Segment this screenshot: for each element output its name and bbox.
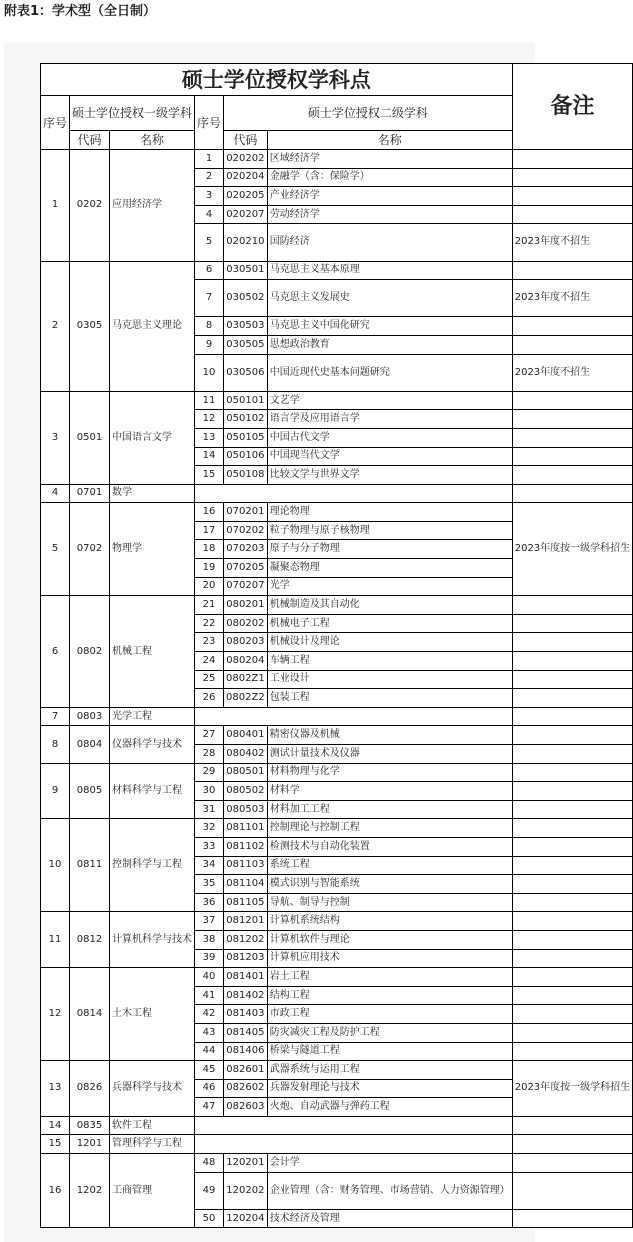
remark-cell: [512, 1116, 632, 1135]
first-level-name: 材料科学与工程: [110, 763, 195, 819]
first-level-code: 0803: [70, 707, 110, 726]
first-level-code: 0501: [70, 391, 110, 484]
first-level-name: 土木工程: [110, 968, 195, 1061]
remark-cell: [512, 466, 632, 485]
second-level-code: 120204: [224, 1209, 268, 1228]
remark-cell: [512, 428, 632, 447]
second-level-seq: 37: [195, 912, 224, 931]
second-level-code: 020207: [224, 205, 268, 224]
second-level-code: 080503: [224, 800, 268, 819]
second-level-seq: 3: [195, 187, 224, 206]
remark-cell: [512, 652, 632, 671]
second-level-name: 马克思主义基本原理: [267, 261, 512, 280]
remark-cell: [512, 1042, 632, 1061]
table-caption: 附表1：学术型（全日制）: [0, 0, 535, 24]
second-level-header: 硕士学位授权二级学科: [224, 96, 513, 131]
second-level-seq: 27: [195, 726, 224, 745]
second-level-seq: 15: [195, 466, 224, 485]
second-level-name: 光学: [267, 577, 512, 596]
second-level-code: 081202: [224, 930, 268, 949]
first-level-seq: 3: [41, 391, 70, 484]
first-level-code: 0805: [70, 763, 110, 819]
second-level-code: 081203: [224, 949, 268, 968]
remark-cell: [512, 317, 632, 336]
second-level-code: 030505: [224, 335, 268, 354]
first-level-code: 1201: [70, 1135, 110, 1154]
remark-cell: [512, 726, 632, 745]
second-level-code: 070207: [224, 577, 268, 596]
second-level-code: 020202: [224, 150, 268, 169]
second-level-seq: 12: [195, 410, 224, 429]
second-level-seq: 49: [195, 1172, 224, 1209]
second-level-name: 测试计量技术及仪器: [267, 745, 512, 764]
second-level-code: 030502: [224, 280, 268, 317]
remark-cell: [512, 745, 632, 764]
second-level-name: 检测技术与自动化装置: [267, 837, 512, 856]
second-level-seq: 40: [195, 968, 224, 987]
second-level-seq: 22: [195, 614, 224, 633]
second-level-code: 050106: [224, 447, 268, 466]
first-level-code: 0826: [70, 1061, 110, 1117]
second-level-name: 金融学（含：保险学）: [267, 168, 512, 187]
remark-cell: [512, 782, 632, 801]
second-level-seq: 17: [195, 521, 224, 540]
table-row: [41, 763, 633, 782]
first-level-code: 0835: [70, 1116, 110, 1135]
second-level-code: 020205: [224, 187, 268, 206]
second-level-code: 080501: [224, 763, 268, 782]
second-level-name: 精密仪器及机械: [267, 726, 512, 745]
second-level-name: 模式识别与智能系统: [267, 875, 512, 894]
second-level-code: 081102: [224, 837, 268, 856]
second-level-name: 机械制造及其自动化: [267, 596, 512, 615]
second-level-code: 020204: [224, 168, 268, 187]
first-level-name: 数学: [110, 484, 195, 503]
remark-cell: [512, 670, 632, 689]
second-level-code: 120201: [224, 1154, 268, 1173]
second-level-code: 081401: [224, 968, 268, 987]
remark-cell: [512, 633, 632, 652]
second-level-seq: 6: [195, 261, 224, 280]
first-level-header: 硕士学位授权一级学科: [70, 96, 195, 131]
first-level-seq: 9: [41, 763, 70, 819]
table-row: [41, 503, 633, 522]
second-level-code: 0802Z1: [224, 670, 268, 689]
remark-cell: [512, 707, 632, 726]
second-level-name: 企业管理（含：财务管理、市场营销、人力资源管理）: [267, 1172, 512, 1209]
second-level-code: 081104: [224, 875, 268, 894]
second-level-code: 081405: [224, 1023, 268, 1042]
second-level-name: 机械电子工程: [267, 614, 512, 633]
second-level-name: 区域经济学: [267, 150, 512, 169]
second-level-name: 市政工程: [267, 1005, 512, 1024]
second-level-code: 050105: [224, 428, 268, 447]
second-level-name: 会计学: [267, 1154, 512, 1173]
table-row: [41, 150, 633, 169]
second-level-seq: 50: [195, 1209, 224, 1228]
second-level-name: 中国近现代史基本问题研究: [267, 354, 512, 391]
second-level-code: 070201: [224, 503, 268, 522]
seq-header: 序号: [41, 96, 70, 150]
table-row: [41, 819, 633, 838]
first-level-seq: 8: [41, 726, 70, 763]
second-level-code: 080401: [224, 726, 268, 745]
remark-cell: [512, 1135, 632, 1154]
second-level-seq: 43: [195, 1023, 224, 1042]
second-level-name: 国防经济: [267, 224, 512, 261]
remark-cell: 2023年度不招生: [512, 280, 632, 317]
first-level-name: 计算机科学与技术: [110, 912, 195, 968]
second-level-seq: 1: [195, 150, 224, 169]
second-level-seq: 33: [195, 837, 224, 856]
first-level-seq: 15: [41, 1135, 70, 1154]
remark-cell: [512, 986, 632, 1005]
remark-cell: [512, 205, 632, 224]
second-level-seq: 30: [195, 782, 224, 801]
second-level-seq: 29: [195, 763, 224, 782]
second-level-name: 思想政治教育: [267, 335, 512, 354]
first-level-code: 0702: [70, 503, 110, 596]
second-level-name: 结构工程: [267, 986, 512, 1005]
first-level-name: 物理学: [110, 503, 195, 596]
first-level-seq: 4: [41, 484, 70, 503]
second-level-name: 导航、制导与控制: [267, 893, 512, 912]
second-level-code: 030506: [224, 354, 268, 391]
table-row: [41, 1135, 633, 1154]
second-level-name: 桥梁与隧道工程: [267, 1042, 512, 1061]
second-level-name: 理论物理: [267, 503, 512, 522]
second-level-seq: 10: [195, 354, 224, 391]
second-level-name: 语言学及应用语言学: [267, 410, 512, 429]
first-level-seq: 2: [41, 261, 70, 391]
second-level-code: 082602: [224, 1079, 268, 1098]
remark-cell: [512, 1005, 632, 1024]
second-level-code: 050102: [224, 410, 268, 429]
second-level-code: 081105: [224, 893, 268, 912]
remark-cell: 2023年度按一级学科招生: [512, 1061, 632, 1117]
second-level-seq: 19: [195, 559, 224, 578]
discipline-table: [40, 63, 633, 1228]
second-level-seq: 14: [195, 447, 224, 466]
remark-cell: [512, 187, 632, 206]
second-level-code: 080402: [224, 745, 268, 764]
second-level-code: 080203: [224, 633, 268, 652]
first-level-name: 控制科学与工程: [110, 819, 195, 912]
second-level-code: 081402: [224, 986, 268, 1005]
remark-cell: [512, 763, 632, 782]
second-level-name: 产业经济学: [267, 187, 512, 206]
second-level-code: 020210: [224, 224, 268, 261]
table-row: [41, 484, 633, 503]
second-level-code: 080502: [224, 782, 268, 801]
second-level-code: 0802Z2: [224, 689, 268, 708]
remark-cell: [512, 1172, 632, 1209]
remark-cell: [512, 856, 632, 875]
second-level-name: 粒子物理与原子核物理: [267, 521, 512, 540]
remark-cell: [512, 800, 632, 819]
second-level-seq: 46: [195, 1079, 224, 1098]
remark-cell: [512, 150, 632, 169]
second-level-seq: 41: [195, 986, 224, 1005]
second-level-name: 材料学: [267, 782, 512, 801]
first-level-seq: 13: [41, 1061, 70, 1117]
first-level-code: 0804: [70, 726, 110, 763]
first-level-code: 0814: [70, 968, 110, 1061]
remark-cell: [512, 893, 632, 912]
second-level-code: 070205: [224, 559, 268, 578]
second-level-name: 比较文学与世界文学: [267, 466, 512, 485]
second-level-name: 材料物理与化学: [267, 763, 512, 782]
second-level-code: 081406: [224, 1042, 268, 1061]
second-level-code: 070202: [224, 521, 268, 540]
remark-cell: [512, 968, 632, 987]
second-level-seq: 35: [195, 875, 224, 894]
second-level-name: 材料加工工程: [267, 800, 512, 819]
second-level-code: 080202: [224, 614, 268, 633]
first-level-code: 0701: [70, 484, 110, 503]
second-name-header: 名称: [267, 131, 512, 150]
second-level-seq: 26: [195, 689, 224, 708]
first-level-code: 0202: [70, 150, 110, 262]
first-level-seq: 5: [41, 503, 70, 596]
second-level-code: 030501: [224, 261, 268, 280]
remark-cell: [512, 1154, 632, 1173]
table-title: 硕士学位授权学科点: [41, 64, 513, 96]
second-level-name: 马克思主义发展史: [267, 280, 512, 317]
second-level-name: 兵器发射理论与技术: [267, 1079, 512, 1098]
first-level-name: 管理科学与工程: [110, 1135, 195, 1154]
second-level-name: 武器系统与运用工程: [267, 1061, 512, 1080]
second-level-seq: 25: [195, 670, 224, 689]
remark-cell: 2023年度不招生: [512, 354, 632, 391]
empty-cell: [195, 484, 513, 503]
second-level-seq: 48: [195, 1154, 224, 1173]
remark-cell: [512, 410, 632, 429]
remark-cell: [512, 1209, 632, 1228]
table-row: [41, 707, 633, 726]
second-level-name: 系统工程: [267, 856, 512, 875]
first-level-name: 软件工程: [110, 1116, 195, 1135]
second-level-seq: 31: [195, 800, 224, 819]
second-level-name: 劳动经济学: [267, 205, 512, 224]
remark-cell: [512, 689, 632, 708]
second-level-seq: 8: [195, 317, 224, 336]
second-level-seq: 21: [195, 596, 224, 615]
second-level-seq: 5: [195, 224, 224, 261]
second-level-seq: 42: [195, 1005, 224, 1024]
second-level-seq: 2: [195, 168, 224, 187]
second-level-seq: 28: [195, 745, 224, 764]
second-level-code: 070203: [224, 540, 268, 559]
second-level-name: 防灾减灾工程及防护工程: [267, 1023, 512, 1042]
second-level-code: 081403: [224, 1005, 268, 1024]
first-level-code: 0811: [70, 819, 110, 912]
second-level-seq: 38: [195, 930, 224, 949]
second-level-code: 081201: [224, 912, 268, 931]
second-level-seq: 36: [195, 893, 224, 912]
first-level-code: 0812: [70, 912, 110, 968]
first-level-name: 机械工程: [110, 596, 195, 708]
first-level-code: 0305: [70, 261, 110, 391]
second-level-seq: 20: [195, 577, 224, 596]
second-level-code: 050101: [224, 391, 268, 410]
second-level-seq: 18: [195, 540, 224, 559]
second-level-name: 控制理论与控制工程: [267, 819, 512, 838]
table-row: [41, 968, 633, 987]
remark-cell: 2023年度按一级学科招生: [512, 503, 632, 596]
remark-cell: [512, 614, 632, 633]
first-level-code: 1202: [70, 1154, 110, 1228]
first-level-name: 兵器科学与技术: [110, 1061, 195, 1117]
second-level-seq: 16: [195, 503, 224, 522]
second-level-seq: 47: [195, 1098, 224, 1117]
second-level-name: 中国现当代文学: [267, 447, 512, 466]
first-level-seq: 6: [41, 596, 70, 708]
first-level-seq: 10: [41, 819, 70, 912]
table-row: [41, 1061, 633, 1080]
table-row: [41, 596, 633, 615]
first-level-name: 中国语言文学: [110, 391, 195, 484]
remark-cell: [512, 447, 632, 466]
empty-cell: [195, 1135, 513, 1154]
table-row: [41, 726, 633, 745]
empty-cell: [195, 1116, 513, 1135]
second-level-name: 火炮、自动武器与弹药工程: [267, 1098, 512, 1117]
second-level-seq: 45: [195, 1061, 224, 1080]
remark-cell: [512, 261, 632, 280]
second-level-name: 机械设计及理论: [267, 633, 512, 652]
second-code-header: 代码: [224, 131, 268, 150]
first-code-header: 代码: [70, 131, 110, 150]
remark-cell: [512, 1023, 632, 1042]
first-level-seq: 1: [41, 150, 70, 262]
remark-cell: [512, 930, 632, 949]
first-name-header: 名称: [110, 131, 195, 150]
second-level-seq: 11: [195, 391, 224, 410]
first-level-name: 仪器科学与技术: [110, 726, 195, 763]
second-level-name: 计算机软件与理论: [267, 930, 512, 949]
sub-seq-header: 序号: [195, 96, 224, 150]
second-level-name: 凝聚态物理: [267, 559, 512, 578]
table-row: [41, 391, 633, 410]
table-row: [41, 1154, 633, 1173]
first-level-seq: 16: [41, 1154, 70, 1228]
empty-cell: [195, 707, 513, 726]
first-level-seq: 14: [41, 1116, 70, 1135]
second-level-name: 技术经济及管理: [267, 1209, 512, 1228]
first-level-seq: 7: [41, 707, 70, 726]
second-level-code: 081101: [224, 819, 268, 838]
remark-cell: [512, 391, 632, 410]
second-level-seq: 34: [195, 856, 224, 875]
second-level-code: 030503: [224, 317, 268, 336]
second-level-name: 岩土工程: [267, 968, 512, 987]
second-level-name: 计算机系统结构: [267, 912, 512, 931]
table-row: [41, 261, 633, 280]
second-level-seq: 9: [195, 335, 224, 354]
second-level-name: 包装工程: [267, 689, 512, 708]
first-level-name: 马克思主义理论: [110, 261, 195, 391]
second-level-name: 马克思主义中国化研究: [267, 317, 512, 336]
remark-cell: [512, 596, 632, 615]
second-level-name: 原子与分子物理: [267, 540, 512, 559]
remark-cell: [512, 837, 632, 856]
second-level-name: 计算机应用技术: [267, 949, 512, 968]
second-level-code: 050108: [224, 466, 268, 485]
second-level-seq: 13: [195, 428, 224, 447]
second-level-seq: 7: [195, 280, 224, 317]
second-level-code: 082601: [224, 1061, 268, 1080]
table-row: [41, 912, 633, 931]
remark-cell: [512, 949, 632, 968]
remark-cell: [512, 484, 632, 503]
second-level-seq: 4: [195, 205, 224, 224]
remark-header: 备注: [512, 64, 632, 150]
first-level-name: 工商管理: [110, 1154, 195, 1228]
first-level-name: 应用经济学: [110, 150, 195, 262]
remark-cell: [512, 335, 632, 354]
second-level-code: 081103: [224, 856, 268, 875]
table-row: [41, 1116, 633, 1135]
second-level-seq: 44: [195, 1042, 224, 1061]
second-level-name: 中国古代文学: [267, 428, 512, 447]
second-level-code: 080201: [224, 596, 268, 615]
remark-cell: [512, 912, 632, 931]
second-level-name: 文艺学: [267, 391, 512, 410]
second-level-code: 082603: [224, 1098, 268, 1117]
second-level-seq: 39: [195, 949, 224, 968]
second-level-name: 工业设计: [267, 670, 512, 689]
remark-cell: [512, 819, 632, 838]
first-level-seq: 11: [41, 912, 70, 968]
first-level-code: 0802: [70, 596, 110, 708]
second-level-code: 120202: [224, 1172, 268, 1209]
second-level-seq: 24: [195, 652, 224, 671]
first-level-seq: 12: [41, 968, 70, 1061]
remark-cell: [512, 168, 632, 187]
remark-cell: 2023年度不招生: [512, 224, 632, 261]
second-level-name: 车辆工程: [267, 652, 512, 671]
second-level-seq: 23: [195, 633, 224, 652]
second-level-code: 080204: [224, 652, 268, 671]
first-level-name: 光学工程: [110, 707, 195, 726]
second-level-seq: 32: [195, 819, 224, 838]
remark-cell: [512, 875, 632, 894]
